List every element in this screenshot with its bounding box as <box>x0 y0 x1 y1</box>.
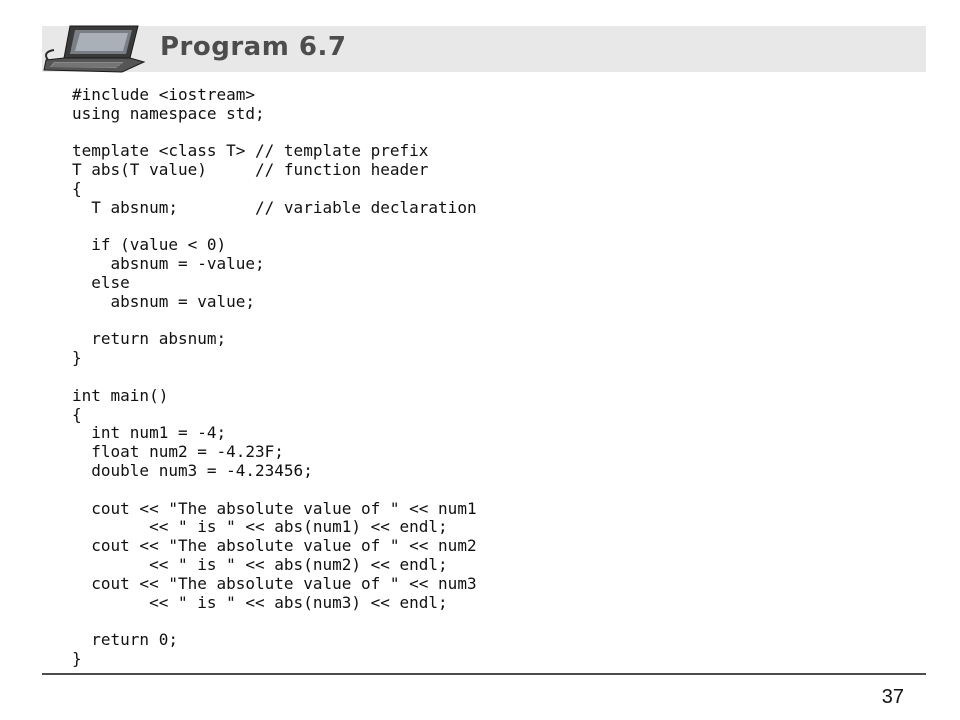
code-line: template <class T> // template prefix <box>72 141 429 161</box>
code-line: { <box>72 404 82 424</box>
code-line: if (value < 0) <box>72 235 227 255</box>
code-line: else <box>72 272 130 292</box>
code-line: T abs(T value) // function header <box>72 160 429 180</box>
code-line <box>72 312 477 331</box>
code-line: << " is " << abs(num3) << endl; <box>72 592 448 612</box>
code-line: { <box>72 178 82 198</box>
code-line: using namespace std; <box>72 103 265 123</box>
page-number: 37 <box>881 686 904 708</box>
code-listing <box>72 86 477 669</box>
code-line <box>72 612 477 631</box>
code-line: double num3 = -4.23456; <box>72 460 313 480</box>
code-line: << " is " << abs(num2) << endl; <box>72 554 448 574</box>
code-line <box>72 368 477 387</box>
code-line: int main() <box>72 385 169 405</box>
laptop-icon <box>40 22 146 74</box>
code-line: << " is " << abs(num1) << endl; <box>72 517 448 537</box>
code-line: cout << "The absolute value of " << num2 <box>72 536 477 556</box>
code-line: } <box>72 648 82 668</box>
code-line: int num1 = -4; <box>72 423 227 443</box>
code-line <box>72 218 477 237</box>
code-line: cout << "The absolute value of " << num1 <box>72 498 477 518</box>
code-line: T absnum; // variable declaration <box>72 197 477 217</box>
code-line: return absnum; <box>72 329 227 349</box>
code-line: absnum = value; <box>72 291 256 311</box>
code-line <box>72 481 477 500</box>
code-line: float num2 = -4.23F; <box>72 442 284 462</box>
code-line: cout << "The absolute value of " << num3 <box>72 573 477 593</box>
code-line: return 0; <box>72 630 178 650</box>
page-title: Program 6.7 <box>160 32 347 62</box>
code-line <box>72 124 477 143</box>
code-line: #include <iostream> <box>72 85 256 104</box>
code-line: } <box>72 348 82 368</box>
bottom-divider <box>42 673 926 675</box>
code-line: absnum = -value; <box>72 254 265 274</box>
